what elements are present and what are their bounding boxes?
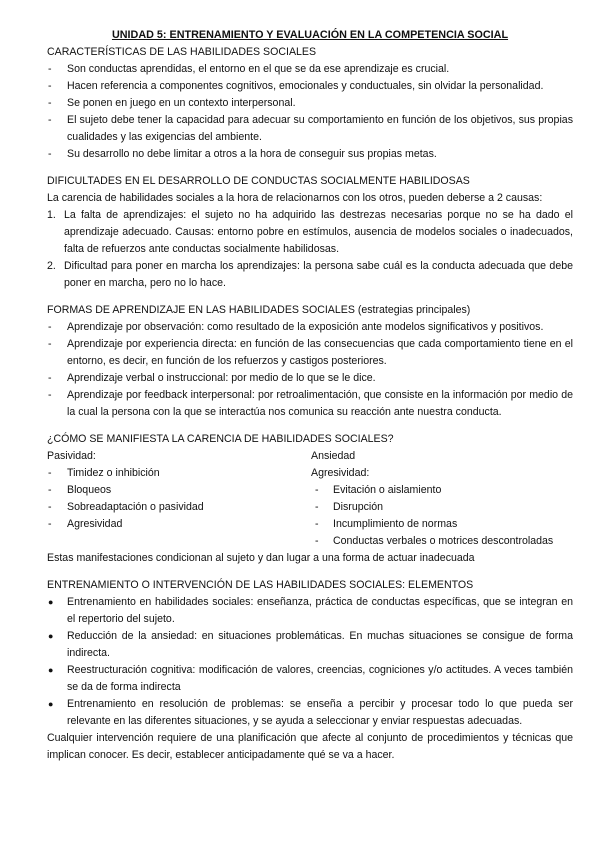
list-item: - Agresividad [47, 516, 311, 533]
column-pasividad [47, 448, 311, 550]
dash-marker: - [48, 467, 52, 479]
list-agresividad [311, 482, 573, 550]
dash-marker: - [48, 501, 52, 513]
list-item: - Sobreadaptación o pasividad [47, 499, 311, 516]
dash-marker: - [48, 114, 52, 126]
heading-dificultades: DIFICULTADES EN EL DESARROLLO DE CONDUCTAS SOCIALMENTE HABILIDOSAS [47, 175, 470, 187]
dash-marker: - [48, 80, 52, 92]
list-item: - Aprendizaje por feedback interpersonal: por retroalimentación, que consiste en la información por medio de la cual la persona con la que se interactúa nos comunica su reacción ante nuestra conducta. [48, 389, 573, 418]
list-item: 1. La falta de aprendizajes: el sujeto no ha adquirido las destrezas necesarias porque no se ha dado el aprendizaje adecuado. Causas: entorno pobre en estímulos, ausencia de modelos sociales o inadecuados, falta de refuerzos ante conductas socialmente habilidosas. [47, 209, 573, 255]
list-item: - Se ponen en juego en un contexto interpersonal. [47, 95, 573, 112]
column-agresividad [311, 448, 573, 550]
label-agresividad: Agresividad: [311, 467, 370, 479]
list-item: - Aprendizaje por observación: como resultado de la exposición ante modelos significativos y positivos. [47, 319, 573, 336]
list-item: ● Entrenamiento en resolución de problemas: se enseña a percibir y procesar todo lo que pueda ser relevante en las diferentes situaciones, y se ayuda a seleccionar y enviar respuestas adecuadas. [48, 698, 573, 727]
list-item: - Incumplimiento de normas [311, 516, 573, 533]
list-item: - Timidez o inhibición [47, 465, 311, 482]
dash-marker: - [315, 535, 319, 547]
list-item: - Su desarrollo no debe limitar a otros a la hora de conseguir sus propias metas. [47, 146, 573, 163]
dash-marker: - [48, 389, 52, 401]
dash-marker: - [48, 321, 52, 333]
carencia-columns [47, 448, 573, 550]
list-item: - Disrupción [311, 499, 573, 516]
list-item: - Bloqueos [47, 482, 311, 499]
dash-marker: - [48, 148, 52, 160]
label-ansiedad: Ansiedad [311, 450, 356, 462]
list-formas [47, 319, 573, 421]
list-item: - Evitación o aislamiento [311, 482, 573, 499]
document-page [47, 26, 573, 764]
list-dificultades [47, 207, 573, 292]
number-marker: 2. [47, 260, 56, 272]
bullet-marker: ● [48, 597, 54, 607]
list-item: - Conductas verbales o motrices descontroladas [311, 533, 573, 550]
dash-marker: - [315, 518, 319, 530]
heading-entrenamiento: ENTRENAMIENTO O INTERVENCIÓN DE LAS HABILIDADES SOCIALES: ELEMENTOS [47, 579, 474, 591]
bullet-marker: ● [48, 631, 54, 641]
dificultades-intro: La carencia de habilidades sociales a la hora de relacionarnos con los otros, pueden deberse a 2 causas: [47, 192, 543, 204]
heading-caracteristicas: CARACTERÍSTICAS DE LAS HABILIDADES SOCIALES [47, 46, 317, 58]
bullet-marker: ● [48, 699, 54, 709]
dash-marker: - [48, 484, 52, 496]
list-entrenamiento [47, 594, 573, 730]
list-item: ● Reducción de la ansiedad: en situaciones problemáticas. En muchas situaciones se consigue de forma indirecta. [48, 630, 573, 659]
list-item: - Aprendizaje por experiencia directa: en función de las consecuencias que cada comportamiento tiene en el entorno, es decir, en función de los refuerzos y castigos posteriores. [48, 338, 573, 367]
list-item: - Hacen referencia a componentes cognitivos, emocionales y conductuales, sin olvidar la personalidad. [47, 78, 573, 95]
list-item: - Son conductas aprendidas, el entorno en el que se da ese aprendizaje es crucial. [47, 61, 573, 78]
list-pasividad [47, 465, 311, 533]
list-item: ● Reestructuración cognitiva: modificación de valores, creencias, cogniciones y/o actitudes. A veces también se da de forma indirecta [48, 664, 573, 693]
bullet-marker: ● [48, 665, 54, 675]
dash-marker: - [48, 518, 52, 530]
dash-marker: - [48, 338, 52, 350]
dash-marker: - [315, 484, 319, 496]
heading-carencia: ¿CÓMO SE MANIFIESTA LA CARENCIA DE HABILIDADES SOCIALES? [47, 433, 394, 445]
number-marker: 1. [47, 209, 56, 221]
dash-marker: - [315, 501, 319, 513]
label-pasividad: Pasividad: [47, 450, 96, 462]
list-item: ● Entrenamiento en habilidades sociales: enseñanza, práctica de conductas específicas, que se integran en el repertorio del sujeto. [48, 596, 573, 625]
dash-marker: - [48, 372, 52, 384]
dash-marker: - [48, 97, 52, 109]
list-item: - Aprendizaje verbal o instruccional: por medio de lo que se le dice. [47, 370, 573, 387]
list-item: 2. Dificultad para poner en marcha los aprendizajes: la persona sabe cuál es la conducta adecuada que debe poner en marcha, pero no lo hace. [47, 260, 573, 289]
dash-marker: - [48, 63, 52, 75]
carencia-closing: Estas manifestaciones condicionan al sujeto y dan lugar a una forma de actuar inadecuada [47, 552, 475, 564]
list-item: - El sujeto debe tener la capacidad para adecuar su comportamiento en función de los objetivos, sus propias cualidades y las exigencias del ambiente. [48, 114, 573, 143]
page-title: UNIDAD 5: ENTRENAMIENTO Y EVALUACIÓN EN LA COMPETENCIA SOCIAL [111, 29, 509, 41]
list-caracteristicas [47, 61, 573, 163]
entrenamiento-closing: Cualquier intervención requiere de una planificación que afecte al conjunto de procedimientos y técnicas que implican conocer. Es decir, establecer anticipadamente qué se va a hacer. [47, 732, 573, 761]
heading-formas: FORMAS DE APRENDIZAJE EN LAS HABILIDADES SOCIALES (estrategias principales) [47, 304, 471, 316]
